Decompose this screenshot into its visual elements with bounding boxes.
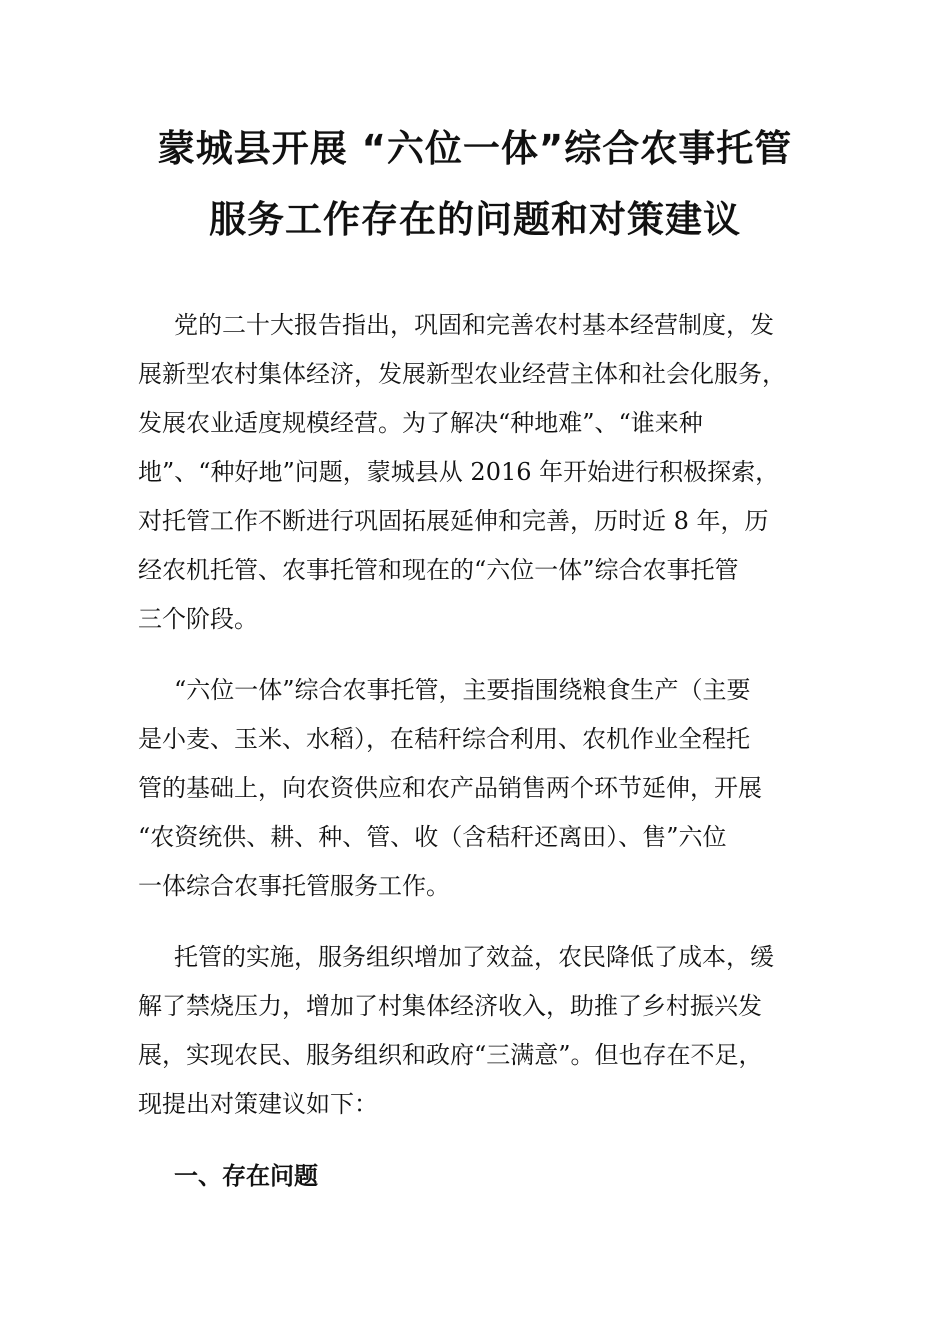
document-title-line-2: 服务工作存在的问题和对策建议 [209,198,741,241]
paragraph-definition [138,666,838,911]
paragraph-line: 展新型农村集体经济，发展新型农业经营主体和社会化服务， [138,360,786,388]
paragraph-results [138,933,838,1129]
paragraph-line: 对托管工作不断进行巩固拓展延伸和完善，历时近 8 年，历 [138,507,769,535]
paragraph-line: 解了禁烧压力，增加了村集体经济收入，助推了乡村振兴发 [138,992,762,1020]
paragraph-line: 发展农业适度规模经营。为了解决“种地难”、“谁来种 [138,409,703,437]
paragraph-line: 党的二十大报告指出，巩固和完善农村基本经营制度，发 [174,311,774,339]
paragraph-line: 地”、“种好地”问题，蒙城县从 2016 年开始进行积极探索， [138,458,780,486]
document-title-line-1: 蒙城县开展 “六位一体”综合农事托管 [157,127,793,170]
paragraph-line: “六位一体”综合农事托管，主要指围绕粮食生产（主要 [174,676,751,704]
paragraph-line: 经农机托管、农事托管和现在的“六位一体”综合农事托管 [138,556,739,584]
paragraph-intro [138,301,838,644]
paragraph-line: 三个阶段。 [138,605,258,633]
paragraph-line: 展，实现农民、服务组织和政府“三满意”。但也存在不足， [138,1041,763,1069]
section-heading: 一、存在问题 [174,1161,318,1190]
paragraph-line: 托管的实施，服务组织增加了效益，农民降低了成本，缓 [174,943,774,971]
paragraph-line: 现提出对策建议如下： [138,1090,378,1118]
paragraph-line: “农资统供、耕、种、管、收（含秸秆还离田）、售”六位 [138,823,727,851]
paragraph-line: 一体综合农事托管服务工作。 [138,872,450,900]
paragraph-line: 管的基础上，向农资供应和农产品销售两个环节延伸，开展 [138,774,762,802]
paragraph-line: 是小麦、玉米、水稻），在秸秆综合利用、农机作业全程托 [138,725,750,753]
